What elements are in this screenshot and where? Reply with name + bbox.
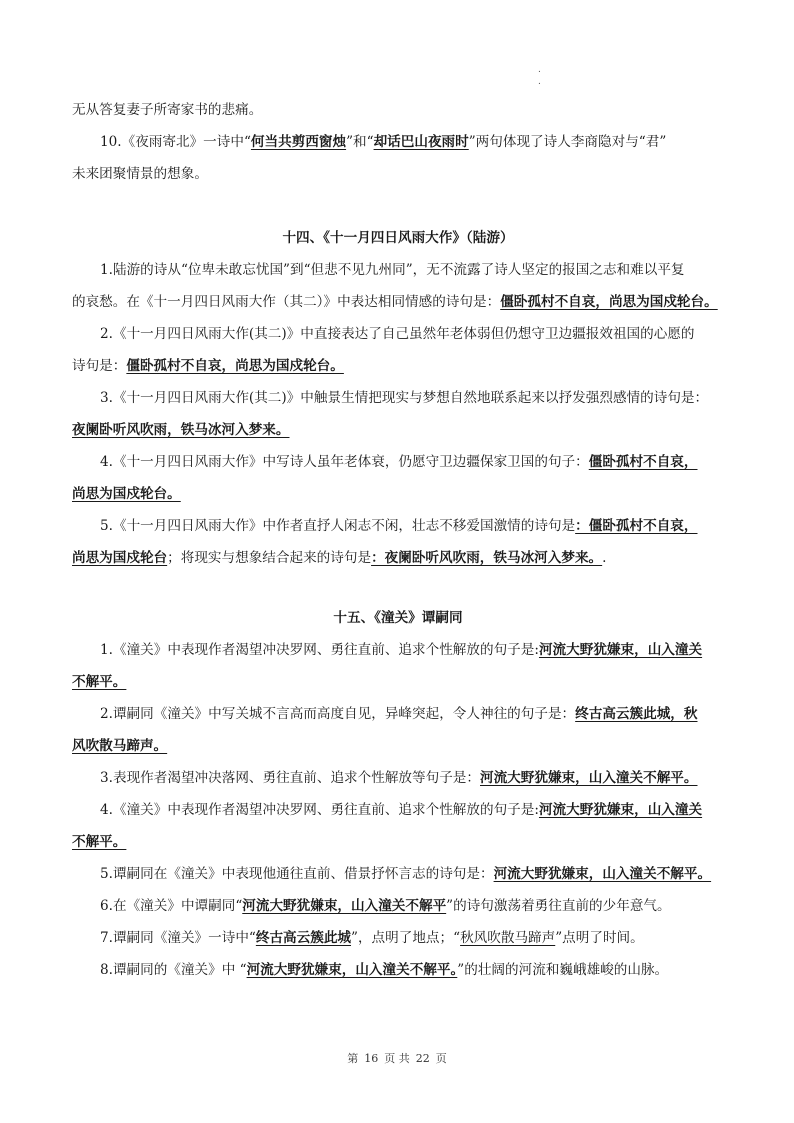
question-14-2-cont: 诗句是：僵卧孤村不自哀，尚思为国戍轮台。 [72,358,344,374]
section-title-14: 十四、《十一月四日风雨大作》（陆游） [282,230,514,246]
question-15-1-cont: 不解平。 [72,674,127,690]
question-14-2: 2.《十一月四日风雨大作(其二)》中直接表达了自己虽然年老体弱但仍想守卫边疆报效祖国的心愿的 [100,326,695,342]
question-15-8: 8.谭嗣同的《潼关》中 “河流大野犹嫌束，山入潼关不解平。”的壮阔的河流和巍峨雄峻的山脉。 [100,962,669,978]
question-14-3: 3.《十一月四日风雨大作(其二)》中触景生情把现实与梦想自然地联系起来以抒发强烈感情的诗句是： [100,390,709,406]
text-line: 未来团聚情景的想象。 [72,166,208,182]
question-14-5: 5.《十一月四日风雨大作》中作者直抒人闲志不闲，壮志不移爱国激情的诗句是：僵卧孤村不自哀， [100,518,698,534]
question-15-7: 7.谭嗣同《潼关》一诗中“终古高云簇此城”，点明了地点；“秋风吹散马蹄声”点明了时间。 [100,930,644,946]
question-14-4-cont: 尚思为国戍轮台。 [72,486,181,502]
question-14-1-cont: 的哀愁。在《十一月四日风雨大作（其二）》中表达相同情感的诗句是：僵卧孤村不自哀，尚思为国戍轮台。 [72,294,718,310]
question-14-4: 4.《十一月四日风雨大作》中写诗人虽年老体衰，仍愿守卫边疆保家卫国的句子：僵卧孤村不自哀， [100,454,698,470]
question-15-2: 2.谭嗣同《潼关》中写关城不言高而高度自见，异峰突起，令人神往的句子是：终古高云簇此城，秋 [100,706,698,722]
question-10: 10.《夜雨寄北》一诗中“何当共剪西窗烛”和“却话巴山夜雨时”两句体现了诗人李商隐对与“君” [100,134,667,150]
page-footer: 第 16 页 共 22 页 [347,1052,447,1065]
question-15-3: 3.表现作者渴望冲决落网、勇往直前、追求个性解放等句子是：河流大野犹嫌束，山入潼关不解平。 [100,770,698,786]
question-14-1: 1.陆游的诗从“位卑未敢忘忧国”到“但悲不见九州同”，无不流露了诗人坚定的报国之志和难以平复 [100,262,685,278]
question-14-3-cont: 夜阑卧听风吹雨，铁马冰河入梦来。 [72,422,290,438]
page-total: 22 [415,1052,430,1065]
text-line: 无从答复妻子所寄家书的悲痛。 [72,102,263,118]
question-15-4-cont: 不解平。 [72,834,127,850]
question-15-6: 6.在《潼关》中谭嗣同“河流大野犹嫌束，山入潼关不解平”的诗句激荡着勇往直前的少年意气。 [100,898,671,914]
question-15-1: 1.《潼关》中表现作者渴望冲决罗网、勇往直前、追求个性解放的句子是:河流大野犹嫌束，山入潼关 [100,642,703,658]
question-15-5: 5.谭嗣同在《潼关》中表现他通往直前、借景抒怀言志的诗句是：河流大野犹嫌束，山入潼关不解平。 [100,866,712,882]
page-number: 16 [364,1052,379,1065]
section-title-15: 十五、《潼关》谭嗣同 [333,610,463,626]
scan-dots: . . [538,65,541,87]
question-15-2-cont: 风吹散马蹄声。 [72,738,168,754]
question-14-5-cont: 尚思为国戍轮台；将现实与想象结合起来的诗句是：夜阑卧听风吹雨，铁马冰河入梦来。. [72,550,607,566]
question-15-4: 4.《潼关》中表现作者渴望冲决罗网、勇往直前、追求个性解放的句子是:河流大野犹嫌束，山入潼关 [100,802,703,818]
document-body [72,98,724,990]
